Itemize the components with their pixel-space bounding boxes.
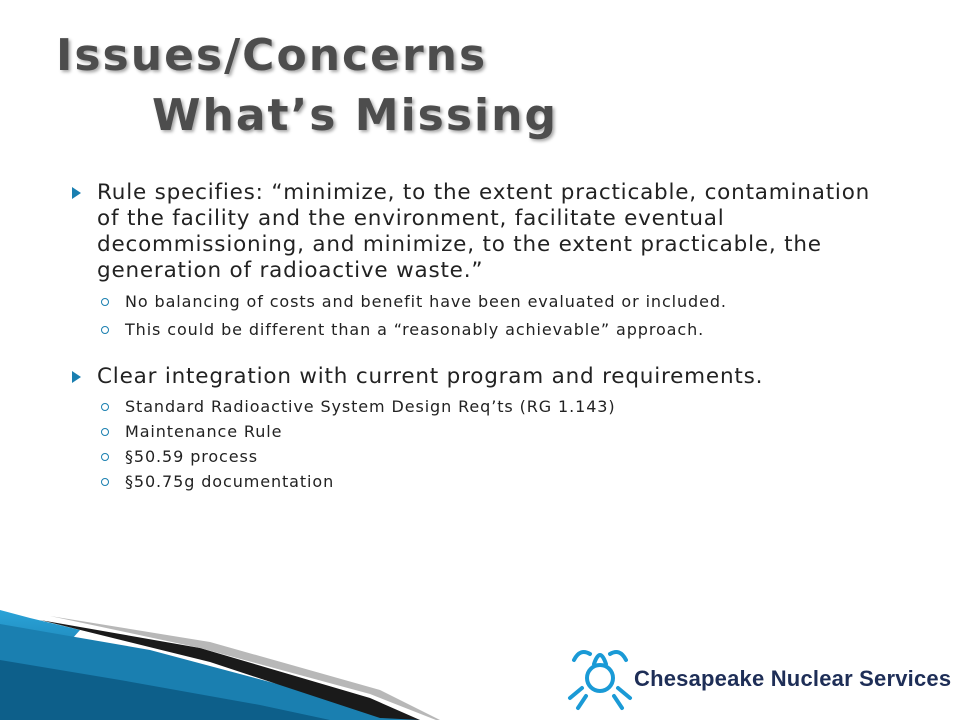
sub-bullet-list xyxy=(97,292,900,339)
sub-bullet-text: Maintenance Rule xyxy=(125,422,283,441)
sub-bullet-text: This could be different than a “reasonably achievable” approach. xyxy=(125,320,705,339)
sub-bullet-item xyxy=(97,397,900,416)
sub-bullet-item xyxy=(97,320,900,339)
sub-bullet-text: §50.59 process xyxy=(125,447,258,466)
ring-bullet-icon xyxy=(101,453,109,461)
sub-bullet-text: §50.75g documentation xyxy=(125,472,335,491)
slide-body xyxy=(70,180,900,497)
bullet-clear-integration xyxy=(70,364,900,491)
ring-bullet-icon xyxy=(101,478,109,486)
bullet-text: Rule specifies: “minimize, to the extent practicable, contamination of the facility and the environment, facilitate eventual decommissioning, and minimize, to the extent practicable, the generation of radioactive waste.” xyxy=(97,180,871,283)
bullet-text: Clear integration with current program and requirements. xyxy=(97,364,764,389)
sub-bullet-item xyxy=(97,422,900,441)
slide-title-line-2: What’s Missing xyxy=(152,90,558,141)
ring-bullet-icon xyxy=(101,428,109,436)
ring-bullet-icon xyxy=(101,403,109,411)
slide-title-line-1: Issues/Concerns xyxy=(56,30,488,81)
ring-bullet-icon xyxy=(101,326,109,334)
arrow-bullet-icon xyxy=(72,371,81,383)
crab-icon xyxy=(570,652,630,708)
sub-bullet-item xyxy=(97,292,900,311)
sub-bullet-item xyxy=(97,472,900,491)
ring-bullet-icon xyxy=(101,298,109,306)
arrow-bullet-icon xyxy=(72,187,81,199)
slide-title xyxy=(56,26,558,146)
sub-bullet-text: Standard Radioactive System Design Req’ts (RG 1.143) xyxy=(125,397,616,416)
sub-bullet-text: No balancing of costs and benefit have been evaluated or included. xyxy=(125,292,727,311)
logo-wordmark: Chesapeake Nuclear Services xyxy=(634,666,952,691)
sub-bullet-list xyxy=(97,397,900,491)
bullet-rule-specifies xyxy=(70,180,900,339)
sub-bullet-item xyxy=(97,447,900,466)
